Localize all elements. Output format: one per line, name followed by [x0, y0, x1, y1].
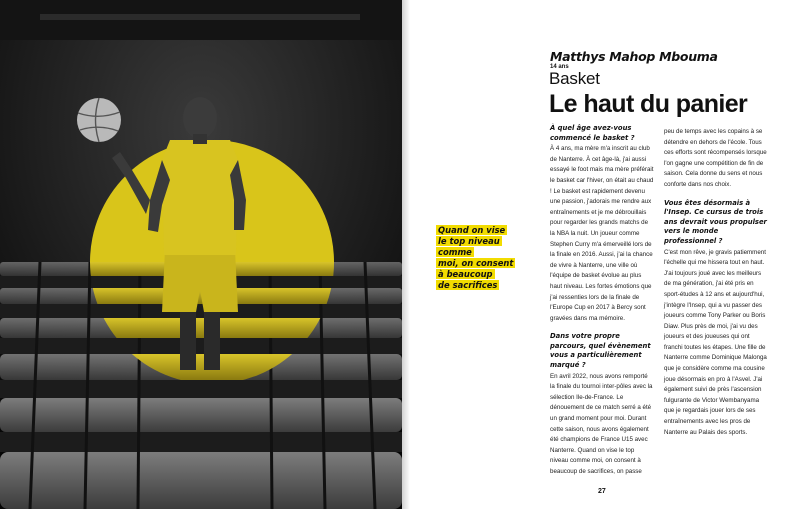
basketball	[77, 98, 121, 142]
answer-2: En avril 2022, nous avons remporté la finale du tournoi inter-pôles avec la sélection Ile-de-France. Le dénouement de ce match serré a été un grand moment pour moi. Durant cette saison, nous avons également été champions de France U15 avec Nanterre. Quand on vise le top niveau comme moi, on consent à beaucoup de sacrifices, on passe	[550, 372, 653, 475]
pull-quote-line: à beaucoup	[438, 269, 493, 279]
seat-rows	[0, 262, 402, 509]
pull-quote-line: de sacrifices	[438, 280, 498, 290]
sport-label: Basket	[549, 69, 600, 88]
answer-3: C'est mon rêve, je gravis patiemment l'échelle qui me hissera tout en haut. J'ai toujours joué avec les meilleurs de ma génération, j'ai été pris en sport-études à 12 ans et aujourd'hui, j'intègre l'Insep, qui a vu passer des joueurs comme Tony Parker ou Boris Diaw. Plus près de moi, j'ai vu des joueurs et des joueuses qui ont franchi toutes les étapes. Une fille de Nanterre comme Dominique Malonga que je considère comme ma cousine joue désormais en pro à l'Asvel. J'ai également suivi de près l'ascension fulgurante de Victor Wembanyama que je regardais jouer lors de ses entraînements avec les pros de Nanterre au Palais des sports.	[664, 248, 767, 436]
answer-1: À 4 ans, ma mère m'a inscrit au club de Nanterre. À cet âge-là, j'ai aussi essayé le foot mais ma mère préférait le basket car l'hiver, on était au chaud ! Le basket est rapidement devenu une passion, j'adorais me rendre aux entraînements et je me débrouillais pour regarder les grands matchs de la NBA la nuit. Un joueur comme Stephen Curry m'a émerveillé lors de la finale en 2016. Aussi, j'ai la chance de vivre à Nanterre, une ville où l'équipe de basket évolue au plus haut niveau. Les fortes émotions que j'ai ressenties lors de la finale de l'Europe Cup en 2017 à Bercy sont gravées dans ma mémoire.	[550, 145, 654, 322]
answer-2-continued: peu de temps avec les copains à se détendre en dehors de l'école. Tous ces efforts sont récompensés lorsque l'on gagne une compétition de fin de saison. Cela donne du sens et nous conforte dans nos choix.	[664, 128, 767, 188]
pull-quote	[436, 225, 536, 291]
athlete-name: Matthys Mahop Mbouma	[550, 49, 718, 64]
question-1: À quel âge avez-vous commencé le basket ?	[550, 124, 635, 142]
question-2: Dans votre propre parcours, quel évènement vous a particulièrement marqué ?	[550, 332, 651, 370]
pull-quote-line: moi, on consent	[438, 258, 514, 268]
article-page	[402, 0, 800, 509]
text-column-1	[550, 124, 654, 486]
page-gutter-shadow	[402, 0, 410, 509]
question-3: Vous êtes désormais à l'Insep. Ce cursus de trois ans devrait vous propulser vers le monde professionnel ?	[664, 198, 767, 245]
text-column-2	[664, 127, 768, 446]
pull-quote-line: le top niveau comme	[438, 236, 500, 257]
pull-quote-line: Quand on vise	[438, 225, 506, 235]
article-title: Le haut du panier	[549, 90, 748, 118]
page-number: 27	[598, 488, 606, 495]
athlete-age: 14 ans	[550, 64, 569, 70]
